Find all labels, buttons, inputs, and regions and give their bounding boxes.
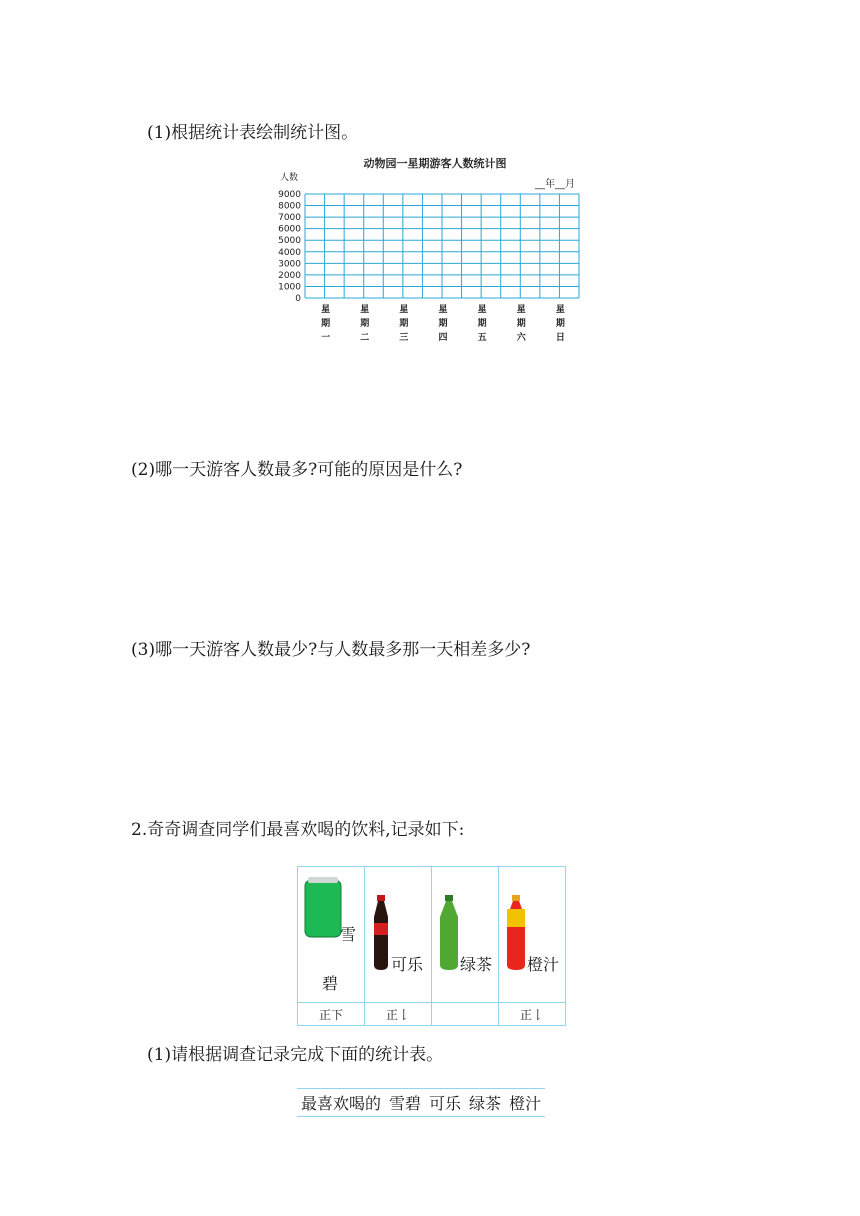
question-1-1: (1)根据统计表绘制统计图。: [147, 123, 359, 143]
x-tick-label: 期: [321, 319, 331, 329]
x-tick-label: 日: [555, 333, 565, 343]
x-tick-label: 星: [477, 305, 487, 315]
x-tick-label: 四: [438, 333, 448, 343]
x-tick-label: 星: [555, 305, 565, 315]
drink-cell-sprite: [298, 867, 365, 1003]
drink-label: 雪: [340, 925, 357, 944]
x-tick-label: 期: [438, 319, 448, 329]
y-tick-label: 2000: [278, 270, 301, 281]
tally-mark: [432, 1003, 499, 1026]
y-tick-label: 9000: [278, 190, 301, 200]
y-tick-label: 3000: [278, 259, 301, 270]
x-tick-label: 星: [516, 305, 526, 315]
question-1-3: (3)哪一天游客人数最少?与人数最多那一天相差多少?: [131, 640, 531, 660]
x-tick-label: 期: [555, 319, 565, 329]
green-tea-bottle-icon: [436, 895, 462, 971]
tally-mark: 正𠄌: [499, 1003, 566, 1026]
question-2: 2.奇奇调查同学们最喜欢喝的饮料,记录如下:: [131, 820, 465, 840]
x-tick-label: 期: [477, 319, 487, 329]
statistics-table: [297, 1088, 545, 1117]
y-tick-label: 6000: [278, 224, 301, 235]
juice-bottle-icon: [503, 895, 529, 971]
question-1-2: (2)哪一天游客人数最多?可能的原因是什么?: [131, 460, 463, 480]
y-tick-label: 1000: [278, 282, 301, 293]
cola-bottle-icon: [369, 895, 393, 971]
survey-record-table: [297, 866, 566, 1026]
x-tick-label: 三: [399, 333, 409, 343]
can-icon: [304, 877, 342, 939]
drink-cell-cola: [365, 867, 432, 1003]
drink-cell-orange-juice: [499, 867, 566, 1003]
x-tick-labels: [321, 303, 565, 343]
drink-label: 碧: [322, 974, 339, 993]
y-tick-label: 4000: [278, 247, 301, 258]
drink-label: 可乐: [391, 955, 424, 974]
stat-header-cell: 橙汁: [509, 1094, 542, 1113]
y-tick-label: 5000: [278, 236, 301, 247]
question-2-1: (1)请根据调查记录完成下面的统计表。: [147, 1045, 444, 1065]
x-tick-label: 二: [360, 333, 370, 343]
stat-header-cell: 雪碧: [389, 1094, 422, 1113]
stat-header-cell: 最喜欢喝的: [301, 1094, 382, 1113]
y-axis-label: 人数: [280, 173, 299, 183]
drink-label: 绿茶: [460, 955, 493, 974]
x-tick-label: 星: [360, 305, 370, 315]
x-tick-label: 星: [321, 305, 331, 315]
stat-header-cell: 绿茶: [469, 1094, 502, 1113]
y-tick-label: 0: [295, 294, 301, 304]
x-tick-label: 星: [438, 305, 448, 315]
drink-cell-green-tea: [432, 867, 499, 1003]
x-tick-label: 期: [399, 319, 409, 329]
drink-label: 橙汁: [527, 955, 560, 974]
tally-mark: 正下: [298, 1003, 365, 1026]
x-tick-label: 星: [399, 305, 409, 315]
x-tick-label: 期: [516, 319, 526, 329]
x-tick-label: 六: [516, 333, 526, 343]
chart-grid: [305, 194, 579, 298]
tally-mark: 正𠄌: [365, 1003, 432, 1026]
bar-chart: [270, 150, 600, 355]
stat-header-cell: 可乐: [429, 1094, 462, 1113]
y-tick-labels: [278, 190, 301, 304]
date-blank: __年__月: [535, 179, 575, 190]
x-tick-label: 五: [477, 333, 487, 343]
x-tick-label: 期: [360, 319, 370, 329]
y-tick-label: 8000: [278, 201, 301, 212]
chart-title: 动物园一星期游客人数统计图: [363, 157, 507, 170]
x-tick-label: 一: [321, 333, 331, 343]
y-tick-label: 7000: [278, 213, 301, 224]
